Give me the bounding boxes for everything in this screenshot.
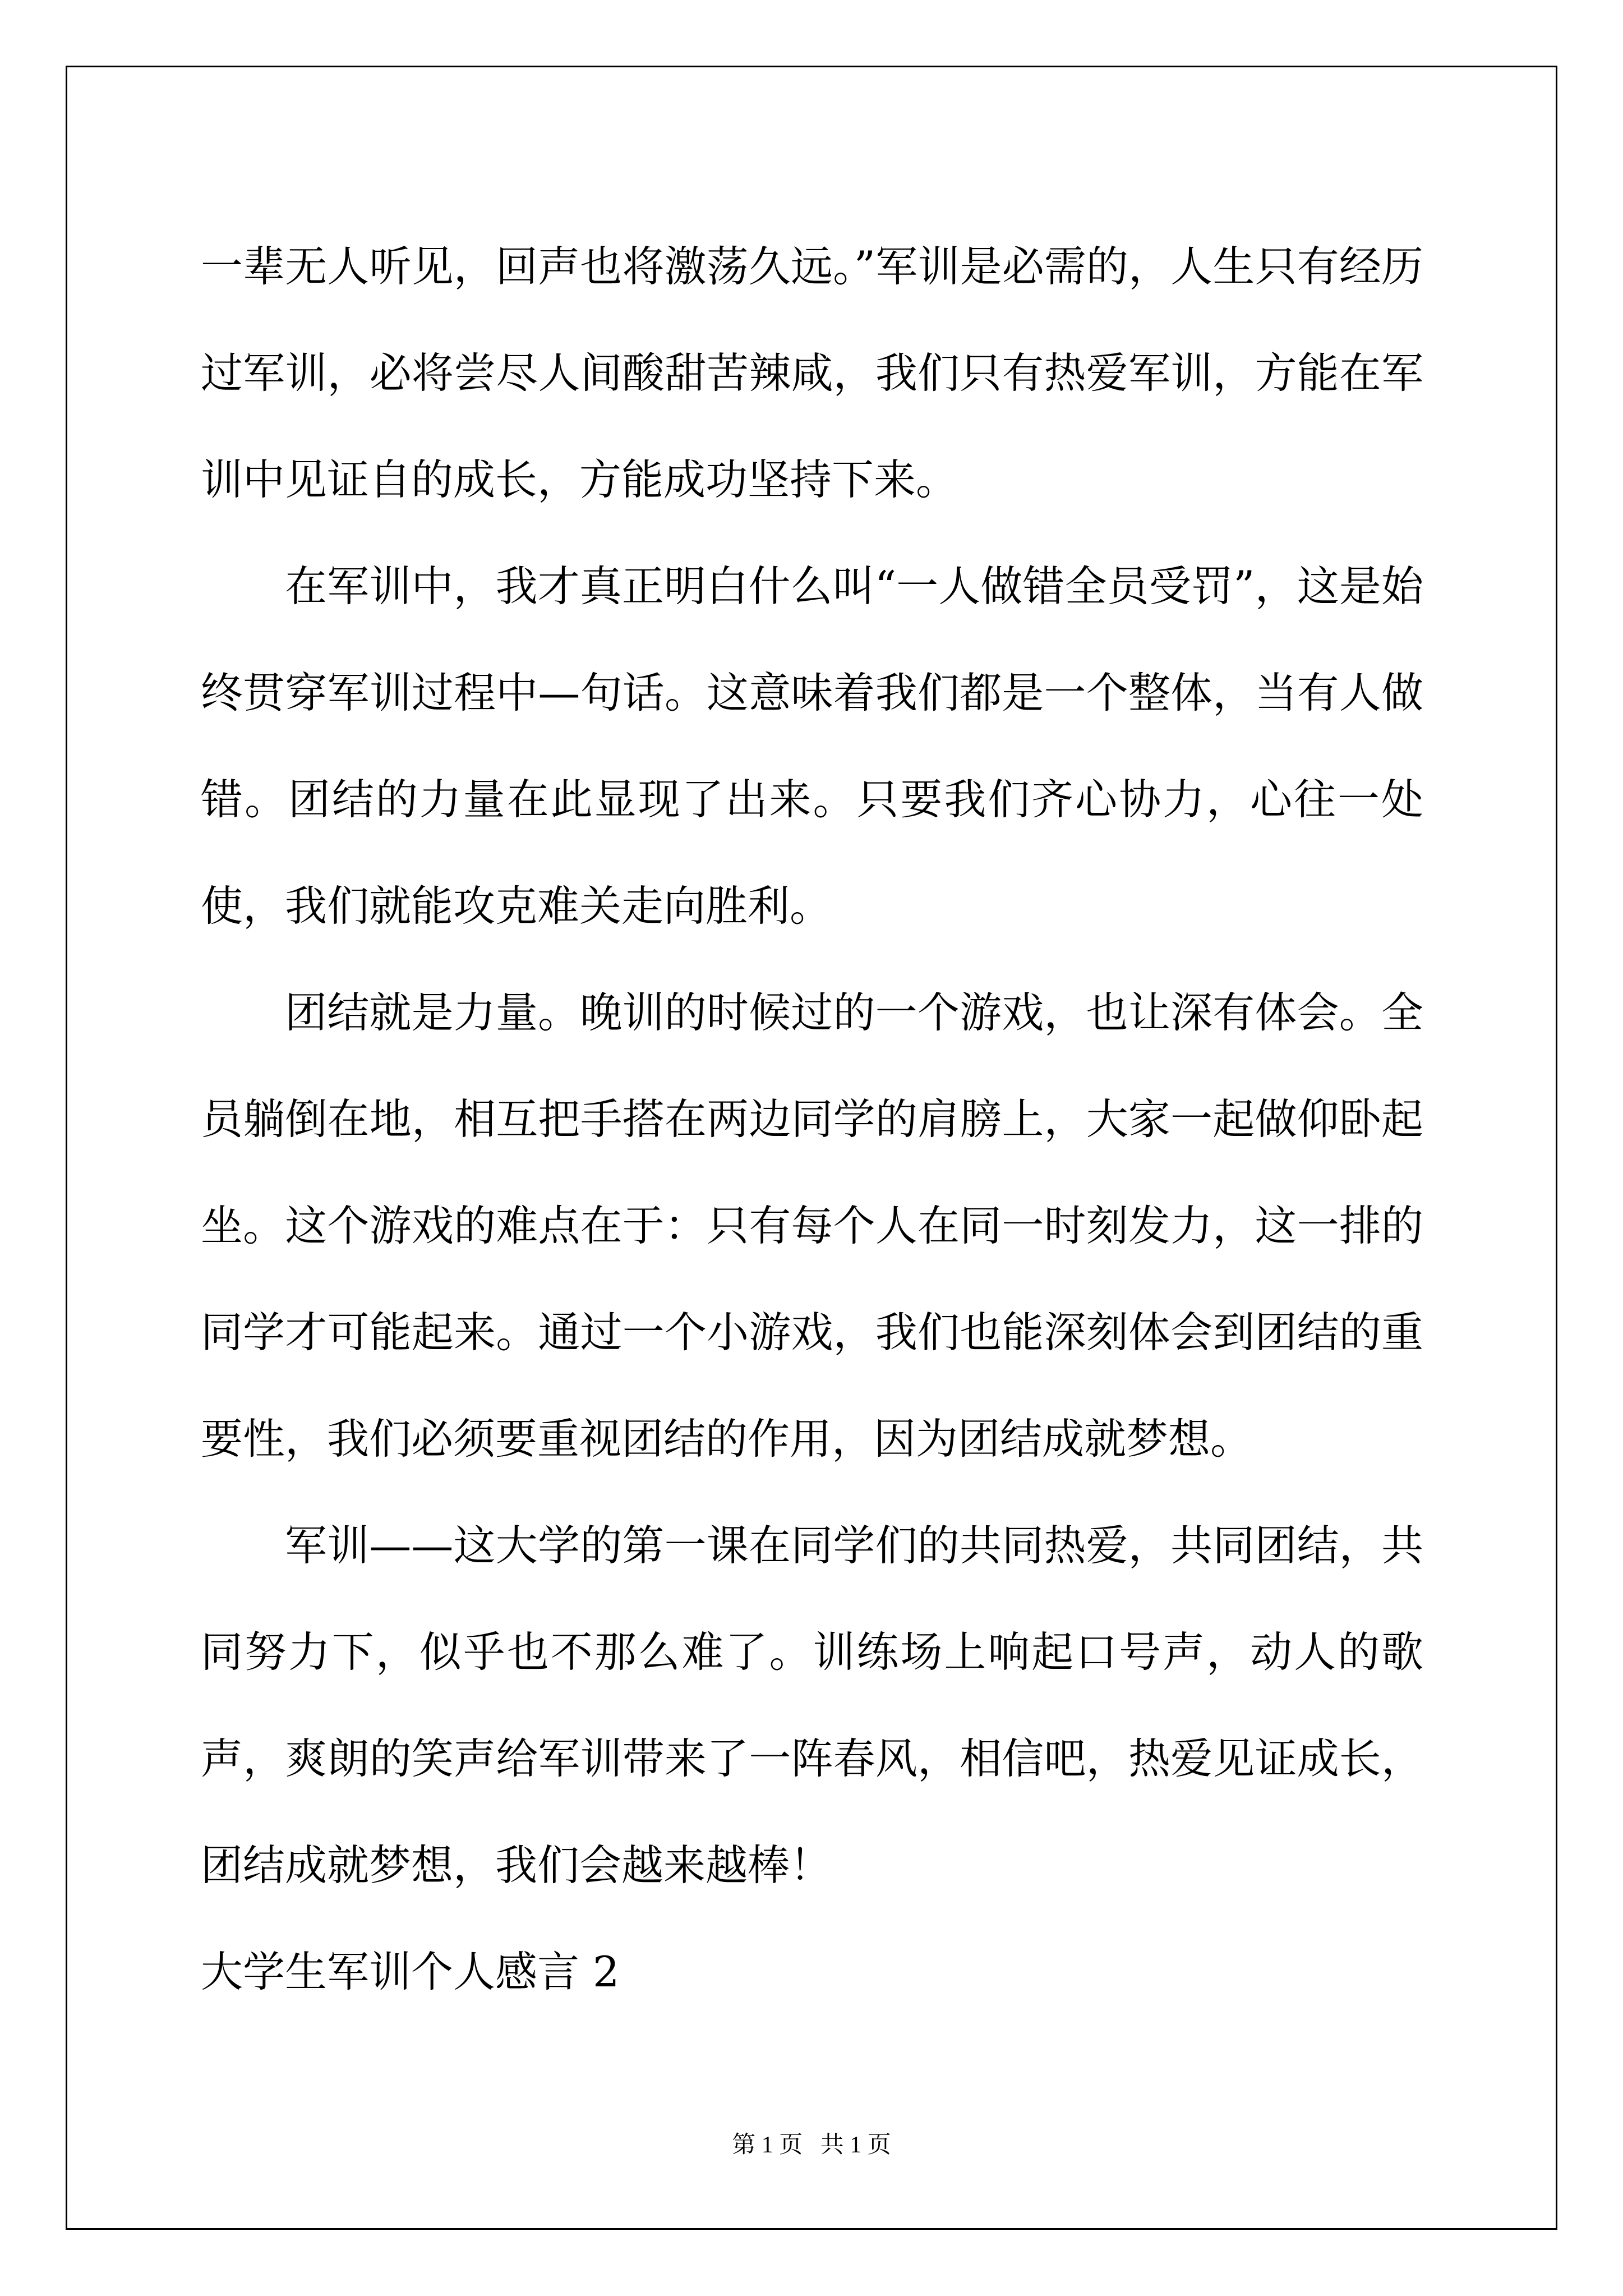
- paragraph-4: 军训——这大学的第一课在同学们的共同热爱，共同团结，共同努力下，似乎也不那么难了。训练场上响起口号声，动人的歌声，爽朗的笑声给军训带来了一阵春风，相信吧，热爱见证成长，团结成就梦想，我们会越来越棒！: [201, 1521, 1423, 1890]
- paragraph-3: 团结就是力量。晚训的时候过的一个游戏，也让深有体会。全员躺倒在地，相互把手搭在两边同学的肩膀上，大家一起做仰卧起坐。这个游戏的难点在于：只有每个人在同一时刻发力，这一排的同学才可能起来。通过一个小游戏，我们也能深刻体会到团结的重要性，我们必须要重视团结的作用，因为团结成就梦想。: [201, 988, 1423, 1464]
- page-footer: 第 1 页 共 1 页: [732, 2132, 891, 2158]
- paragraph-2: 在军训中，我才真正明白什么叫“一人做错全员受罚”，这是始终贯穿军训过程中—句话。这意味着我们都是一个整体，当有人做错。团结的力量在此显现了出来。只要我们齐心协力，心往一处使，我们就能攻克难关走向胜利。: [201, 562, 1423, 931]
- section-heading: 大学生军训个人感言 2: [201, 1947, 620, 1996]
- document-body: [201, 213, 1423, 2025]
- paragraph-1: 一辈无人听见，回声也将激荡久远。”军训是必需的，人生只有经历过军训，必将尝尽人间酸甜苦辣咸，我们只有热爱军训，方能在军训中见证自的成长，方能成功坚持下来。: [201, 242, 1423, 504]
